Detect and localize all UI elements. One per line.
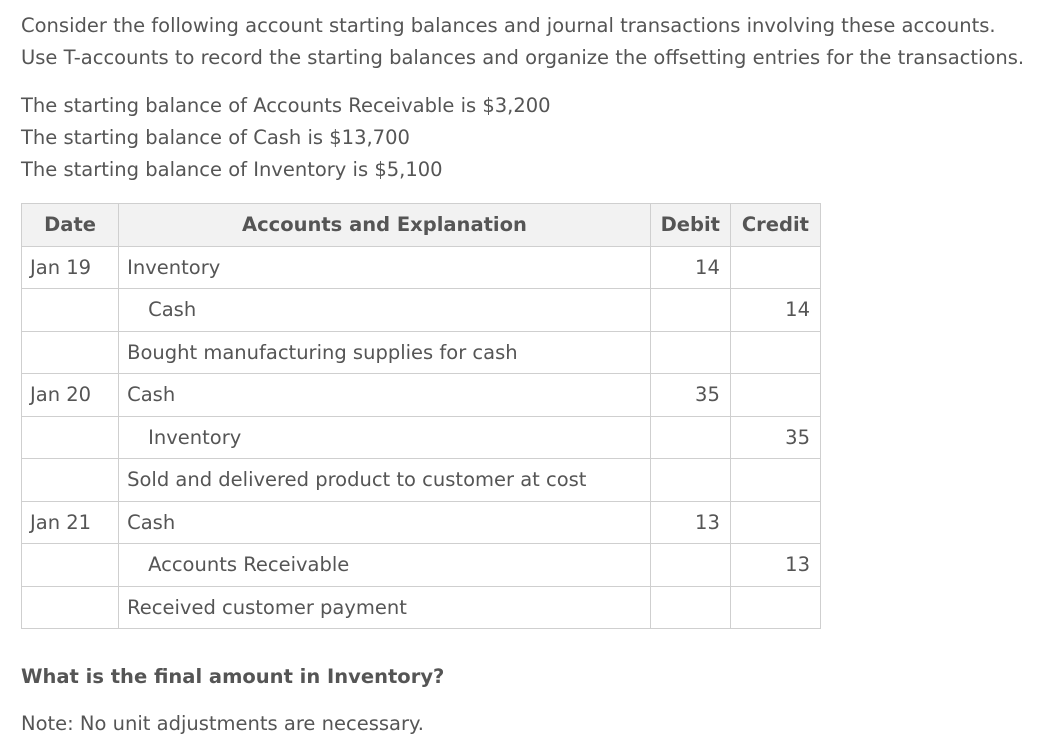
row-debit <box>650 416 730 459</box>
row-account: Inventory <box>119 416 651 459</box>
row-account: Sold and delivered product to customer at cost <box>119 459 651 502</box>
table-header-row <box>22 204 821 247</box>
row-account: Bought manufacturing supplies for cash <box>119 331 651 374</box>
header-credit: Credit <box>730 204 820 247</box>
journal-body <box>22 246 821 629</box>
row-date: Jan 20 <box>22 374 119 417</box>
table-row <box>22 586 821 629</box>
journal-table <box>21 203 821 629</box>
balance-accounts-receivable: The starting balance of Accounts Receivable is $3,200 <box>21 94 551 117</box>
table-row <box>22 501 821 544</box>
row-credit: 13 <box>730 544 820 587</box>
table-row <box>22 246 821 289</box>
row-debit: 13 <box>650 501 730 544</box>
row-credit <box>730 501 820 544</box>
question-text: What is the final amount in Inventory? <box>21 665 445 688</box>
row-debit <box>650 459 730 502</box>
table-row <box>22 331 821 374</box>
row-date <box>22 416 119 459</box>
row-date <box>22 331 119 374</box>
header-debit: Debit <box>650 204 730 247</box>
row-debit <box>650 331 730 374</box>
intro-line-2: Use T-accounts to record the starting balances and organize the offsetting entries for the transactions. <box>21 46 1025 69</box>
row-account: Received customer payment <box>119 586 651 629</box>
note-text: Note: No unit adjustments are necessary. <box>21 712 424 735</box>
row-account: Cash <box>119 374 651 417</box>
balance-inventory: The starting balance of Inventory is $5,100 <box>21 158 443 181</box>
row-credit <box>730 374 820 417</box>
table-row <box>22 544 821 587</box>
row-account: Inventory <box>119 246 651 289</box>
row-credit: 14 <box>730 289 820 332</box>
row-credit: 35 <box>730 416 820 459</box>
row-debit: 35 <box>650 374 730 417</box>
row-debit <box>650 289 730 332</box>
row-date <box>22 586 119 629</box>
header-date: Date <box>22 204 119 247</box>
table-row <box>22 459 821 502</box>
row-debit <box>650 586 730 629</box>
table-row <box>22 289 821 332</box>
row-date <box>22 459 119 502</box>
row-date <box>22 289 119 332</box>
table-row <box>22 374 821 417</box>
row-date: Jan 19 <box>22 246 119 289</box>
table-row <box>22 416 821 459</box>
balance-cash: The starting balance of Cash is $13,700 <box>21 126 410 149</box>
row-date: Jan 21 <box>22 501 119 544</box>
row-account: Cash <box>119 501 651 544</box>
row-credit <box>730 586 820 629</box>
intro-line-1: Consider the following account starting balances and journal transactions involving these accounts. <box>21 14 996 37</box>
row-debit: 14 <box>650 246 730 289</box>
row-account: Cash <box>119 289 651 332</box>
row-account: Accounts Receivable <box>119 544 651 587</box>
row-credit <box>730 459 820 502</box>
row-credit <box>730 331 820 374</box>
header-accounts: Accounts and Explanation <box>119 204 651 247</box>
row-debit <box>650 544 730 587</box>
row-date <box>22 544 119 587</box>
row-credit <box>730 246 820 289</box>
